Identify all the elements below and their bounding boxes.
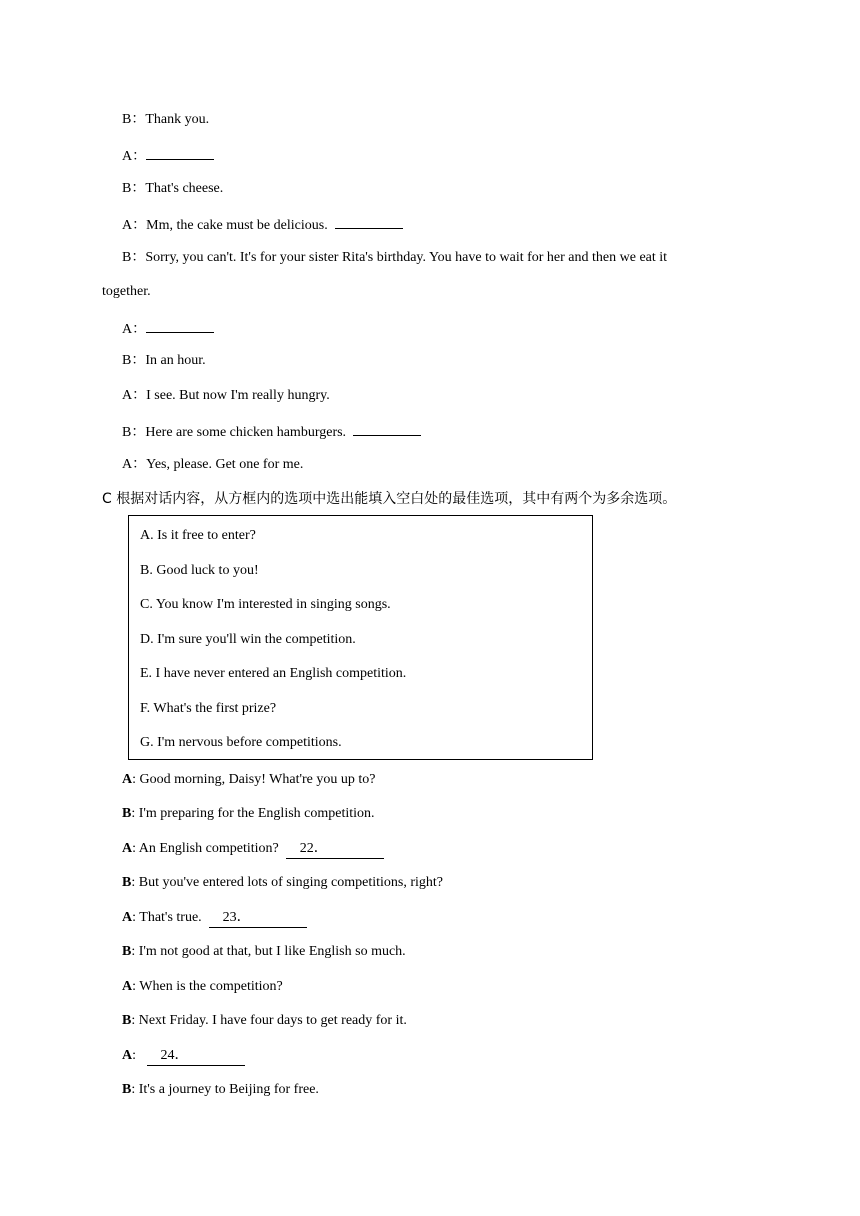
- dialogue-text: That's cheese.: [145, 181, 224, 196]
- speaker-label: B: [122, 875, 132, 890]
- option-item: D. I'm sure you'll win the competition.: [140, 632, 356, 647]
- answer-blank[interactable]: [146, 318, 214, 333]
- dialogue-line: [122, 909, 307, 928]
- speaker-label: B：: [122, 112, 146, 127]
- speaker-label: B：: [122, 425, 146, 440]
- dialogue-line: [102, 283, 151, 301]
- dialogue-line: [122, 352, 206, 370]
- option-item: F. What's the first prize?: [140, 701, 277, 716]
- dialogue-line: [122, 1047, 245, 1066]
- dialogue-text: : Good morning, Daisy! What're you up to?: [132, 772, 376, 787]
- dialogue-text: I see. But now I'm really hungry.: [146, 388, 330, 403]
- dialogue-line: [122, 840, 384, 859]
- options-box: [128, 515, 593, 760]
- speaker-label: B: [122, 1082, 132, 1097]
- dialogue-text: : That's true.: [132, 910, 202, 925]
- speaker-label: A: [122, 910, 133, 925]
- option-item: C. You know I'm interested in singing songs.: [140, 597, 391, 612]
- speaker-label: A：: [122, 322, 147, 337]
- speaker-label: B: [122, 806, 132, 821]
- answer-blank[interactable]: 24．: [147, 1047, 245, 1066]
- dialogue-line: [122, 145, 214, 166]
- dialogue-line: [122, 1012, 407, 1030]
- dialogue-text: : An English competition?: [132, 841, 279, 856]
- answer-blank[interactable]: [146, 145, 214, 160]
- speaker-label: B: [122, 944, 132, 959]
- dialogue-line: [122, 874, 443, 892]
- answer-blank[interactable]: [335, 214, 403, 229]
- dialogue-text: In an hour.: [145, 353, 206, 368]
- speaker-label: A：: [122, 388, 147, 403]
- option-item: E. I have never entered an English competition.: [140, 666, 407, 681]
- dialogue-line: [122, 978, 283, 996]
- dialogue-line: [122, 318, 214, 339]
- dialogue-text: together.: [102, 284, 151, 299]
- speaker-label: A: [122, 1048, 133, 1063]
- speaker-label: A：: [122, 218, 147, 233]
- speaker-label: B：: [122, 353, 146, 368]
- dialogue-line: [122, 805, 375, 823]
- dialogue-line: [122, 421, 421, 442]
- dialogue-line: [122, 943, 406, 961]
- dialogue-line: [122, 387, 330, 405]
- speaker-label: A: [122, 841, 133, 856]
- dialogue-text: Sorry, you can't. It's for your sister Rita's birthday. You have to wait for her and then we eat it: [145, 250, 668, 265]
- dialogue-text: Mm, the cake must be delicious.: [146, 218, 328, 233]
- dialogue-line: [122, 111, 209, 129]
- speaker-label: B：: [122, 181, 146, 196]
- option-item: B. Good luck to you!: [140, 563, 259, 578]
- dialogue-line: [122, 214, 403, 235]
- speaker-label: A：: [122, 149, 147, 164]
- speaker-label: B：: [122, 250, 146, 265]
- answer-blank[interactable]: 22．: [286, 840, 384, 859]
- speaker-label: B: [122, 1013, 132, 1028]
- dialogue-line: [122, 180, 223, 198]
- dialogue-text: Thank you.: [145, 112, 210, 127]
- dialogue-line: [122, 249, 667, 267]
- dialogue-text: Here are some chicken hamburgers.: [145, 425, 347, 440]
- speaker-label: A：: [122, 457, 147, 472]
- option-item: A. Is it free to enter?: [140, 528, 256, 543]
- speaker-label: A: [122, 772, 133, 787]
- answer-blank[interactable]: 23．: [209, 909, 307, 928]
- speaker-label: A: [122, 979, 133, 994]
- dialogue-text: : But you've entered lots of singing competitions, right?: [131, 875, 443, 890]
- option-item: G. I'm nervous before competitions.: [140, 735, 342, 750]
- dialogue-text: : I'm not good at that, but I like English so much.: [131, 944, 406, 959]
- dialogue-text: : When is the competition?: [132, 979, 283, 994]
- dialogue-line: [122, 1081, 319, 1099]
- dialogue-text: : Next Friday. I have four days to get ready for it.: [131, 1013, 407, 1028]
- section-instruction: C 根据对话内容，从方框内的选项中选出能填入空白处的最佳选项，其中有两个为多余选项。: [102, 491, 677, 507]
- dialogue-text: : It's a journey to Beijing for free.: [131, 1082, 319, 1097]
- dialogue-text: :: [132, 1048, 137, 1063]
- dialogue-text: : I'm preparing for the English competition.: [131, 806, 375, 821]
- dialogue-text: Yes, please. Get one for me.: [146, 457, 304, 472]
- answer-blank[interactable]: [353, 421, 421, 436]
- dialogue-line: [122, 771, 375, 789]
- dialogue-line: [122, 456, 303, 474]
